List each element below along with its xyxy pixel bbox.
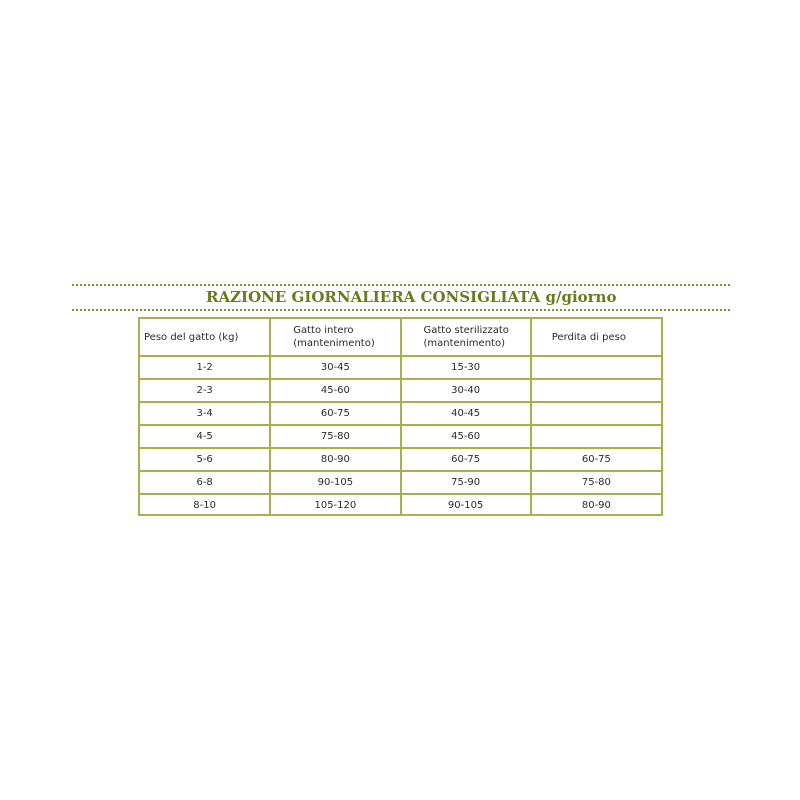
table-row: [140, 379, 661, 402]
cell-intact: 90-105: [270, 471, 400, 494]
cell-sterilized: 40-45: [401, 402, 531, 425]
cell-weight-loss: [531, 379, 661, 402]
cell-weight-loss: 60-75: [531, 448, 661, 471]
cell-sterilized: 75-90: [401, 471, 531, 494]
cell-intact: 45-60: [270, 379, 400, 402]
cell-weight: 1-2: [140, 356, 270, 379]
header-sterilized-cat-line2: (mantenimento): [423, 338, 505, 349]
header-sterilized-cat: [401, 319, 531, 356]
table-row: [140, 402, 661, 425]
cell-weight-loss: [531, 356, 661, 379]
table-header-row: [140, 319, 661, 356]
header-intact-cat: [270, 319, 400, 356]
table-row: [140, 471, 661, 494]
header-cat-weight-line1: Peso del gatto (kg): [144, 331, 239, 343]
cell-weight-loss: [531, 425, 661, 448]
table-title: RAZIONE GIORNALIERA CONSIGLIATA g/giorno: [206, 288, 617, 306]
cell-intact: 30-45: [270, 356, 400, 379]
feeding-table-grid: [140, 319, 661, 516]
header-sterilized-cat-line1: Gatto sterilizzato: [423, 325, 509, 336]
header-cat-weight: [140, 319, 270, 356]
cell-sterilized: 90-105: [401, 494, 531, 516]
table-row: [140, 425, 661, 448]
cell-weight: 2-3: [140, 379, 270, 402]
cell-weight-loss: [531, 402, 661, 425]
header-intact-cat-line1: Gatto intero: [293, 325, 354, 336]
header-weight-loss: [531, 319, 661, 356]
header-intact-cat-line2: (mantenimento): [293, 338, 375, 349]
cell-weight: 8-10: [140, 494, 270, 516]
bottom-dotted-divider: [72, 309, 730, 311]
table-row: [140, 356, 661, 379]
cell-intact: 80-90: [270, 448, 400, 471]
cell-sterilized: 60-75: [401, 448, 531, 471]
cell-weight-loss: 75-80: [531, 471, 661, 494]
table-row: [140, 448, 661, 471]
cell-weight: 6-8: [140, 471, 270, 494]
cell-intact: 60-75: [270, 402, 400, 425]
cell-weight: 5-6: [140, 448, 270, 471]
cell-intact: 75-80: [270, 425, 400, 448]
feeding-table: [138, 317, 663, 516]
cell-weight: 4-5: [140, 425, 270, 448]
cell-sterilized: 45-60: [401, 425, 531, 448]
cell-intact: 105-120: [270, 494, 400, 516]
cell-sterilized: 15-30: [401, 356, 531, 379]
cell-sterilized: 30-40: [401, 379, 531, 402]
table-row: [140, 494, 661, 516]
cell-weight-loss: 80-90: [531, 494, 661, 516]
header-weight-loss-line1: Perdita di peso: [551, 331, 626, 343]
cell-weight: 3-4: [140, 402, 270, 425]
